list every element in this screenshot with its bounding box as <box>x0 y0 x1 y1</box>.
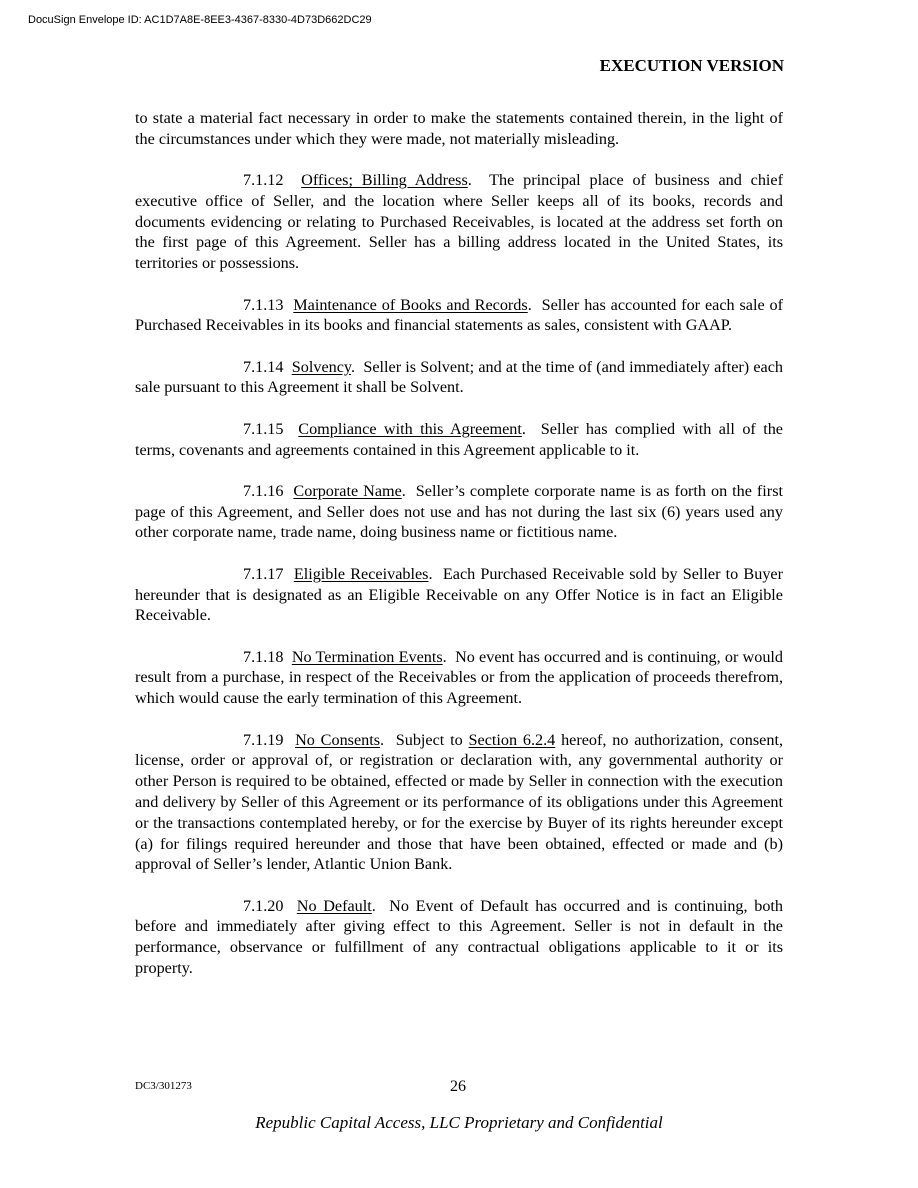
section-number: 7.1.12 <box>243 171 284 190</box>
section-title: No Consents <box>295 730 381 749</box>
section-7-1-17: 7.1.17 Eligible Receivables. Each Purchased Receivable sold by Seller to Buyer hereunder that is designated as an Eligible Receivable on any Offer Notice is in fact an Eligible Receivable. <box>135 564 783 625</box>
document-body <box>135 108 783 999</box>
document-id: DC3/301273 <box>135 1080 192 1092</box>
section-number: 7.1.15 <box>243 419 284 438</box>
section-number: 7.1.18 <box>243 647 284 666</box>
section-7-1-18: 7.1.18 No Termination Events. No event has occurred and is continuing, or would result from a purchase, in respect of the Receivables or from the application of proceeds therefrom, which would cause the early termination of this Agreement. <box>135 647 784 708</box>
section-body-after: hereof, no authorization, consent, license, order or approval of, or registration or declaration with, any governmental authority or other Person is required to be obtained, effected or made by Seller in connection with the execution and delivery by Seller of this Agreement or its performance of its obligations under this Agreement or the transactions contemplated hereby, or for the exercise by Buyer of its rights hereunder except (a) for filings required hereunder and those that have been obtained, effected or made and (b) approval of Seller’s lender, Atlantic Union Bank. <box>135 730 784 874</box>
section-number: 7.1.17 <box>243 564 284 583</box>
section-7-1-12: 7.1.12 Offices; Billing Address. The principal place of business and chief executive office of Seller, and the location where Seller keeps all of its books, records and documents evidencing or relating to Purchased Receivables, is located at the address set forth on the first page of this Agreement. Seller has a billing address located in the United States, its territories or possessions. <box>135 171 784 273</box>
section-7-1-15: 7.1.15 Compliance with this Agreement. Seller has complied with all of the terms, covenants and agreements contained in this Agreement applicable to it. <box>135 419 783 459</box>
page-number: 26 <box>450 1078 466 1095</box>
section-reference-link: Section 6.2.4 <box>468 730 556 749</box>
section-body: Each Purchased Receivable sold by Seller to Buyer hereunder that is designated as an Eligible Receivable on any Offer Notice is in fact an Eligible Receivable. <box>135 564 783 625</box>
section-7-1-13: 7.1.13 Maintenance of Books and Records. Seller has accounted for each sale of Purchased Receivables in its books and financial statements as sales, consistent with GAAP. <box>135 295 784 335</box>
execution-version-label: EXECUTION VERSION <box>599 56 784 75</box>
section-body: No event has occurred and is continuing, or would result from a purchase, in respect of the Receivables or from the application of proceeds therefrom, which would cause the early termination of this Agreement. <box>135 647 784 708</box>
section-number: 7.1.14 <box>243 357 284 376</box>
section-body: No Event of Default has occurred and is continuing, both before and immediately after giving effect to this Agreement. Seller is not in default in the performance, observance or fulfillment of any contractual obligations applicable to it or its property. <box>135 896 784 977</box>
confidential-footer: Republic Capital Access, LLC Proprietary and Confidential <box>255 1113 663 1132</box>
section-title: Eligible Receivables <box>293 564 429 583</box>
section-number: 7.1.13 <box>243 295 284 314</box>
section-body: Seller has complied with all of the terms, covenants and agreements contained in this Agreement applicable to it. <box>135 419 783 459</box>
section-title: Compliance with this Agreement <box>298 419 522 438</box>
section-7-1-20: 7.1.20 No Default. No Event of Default has occurred and is continuing, both before and immediately after giving effect to this Agreement. Seller is not in default in the performance, observance or fulfillment of any contractual obligations applicable to it or its property. <box>135 896 784 977</box>
section-title: No Default <box>296 896 372 915</box>
section-title: No Termination Events <box>291 647 443 666</box>
docusign-envelope-id: DocuSign Envelope ID: AC1D7A8E-8EE3-4367-8330-4D73D662DC29 <box>28 14 372 26</box>
section-number: 7.1.20 <box>243 896 284 915</box>
intro-paragraph: to state a material fact necessary in order to make the statements contained therein, in the light of the circumstances under which they were made, not materially misleading. <box>135 109 783 148</box>
section-title: Corporate Name <box>293 481 402 500</box>
section-body: Seller has accounted for each sale of Purchased Receivables in its books and financial statements as sales, consistent with GAAP. <box>135 295 784 335</box>
section-number: 7.1.19 <box>243 730 284 749</box>
section-body: Seller’s complete corporate name is as forth on the first page of this Agreement, and Seller does not use and has not during the last six (6) years used any other corporate name, trade name, doing business name or fictitious name. <box>135 481 783 542</box>
section-7-1-16: 7.1.16 Corporate Name. Seller’s complete corporate name is as forth on the first page of this Agreement, and Seller does not use and has not during the last six (6) years used any other corporate name, trade name, doing business name or fictitious name. <box>135 481 783 542</box>
section-body-before: Subject to <box>395 730 463 749</box>
section-title: Solvency <box>291 357 351 376</box>
section-number: 7.1.16 <box>243 481 284 500</box>
section-body: The principal place of business and chief executive office of Seller, and the location where Seller keeps all of its books, records and documents evidencing or relating to Purchased Receivables, is located at the address set forth on the first page of this Agreement. Seller has a billing address located in the United States, its territories or possessions. <box>135 171 784 273</box>
section-title: Offices; Billing Address <box>301 171 468 190</box>
section-title: Maintenance of Books and Records <box>293 295 528 314</box>
section-body: Seller is Solvent; and at the time of (and immediately after) each sale pursuant to this Agreement it shall be Solvent. <box>135 357 784 397</box>
section-7-1-19: 7.1.19 No Consents. Subject to Section 6.2.4 hereof, no authorization, consent, license, order or approval of, or registration or declaration with, any governmental authority or other Person is required to be obtained, effected or made by Seller in connection with the execution and delivery by Seller of this Agreement or its performance of its obligations under this Agreement or the transactions contemplated hereby, or for the exercise by Buyer of its rights hereunder except (a) for filings required hereunder and those that have been obtained, effected or made and (b) approval of Seller’s lender, Atlantic Union Bank. <box>135 730 784 874</box>
section-7-1-14: 7.1.14 Solvency. Seller is Solvent; and at the time of (and immediately after) each sale pursuant to this Agreement it shall be Solvent. <box>135 357 784 397</box>
